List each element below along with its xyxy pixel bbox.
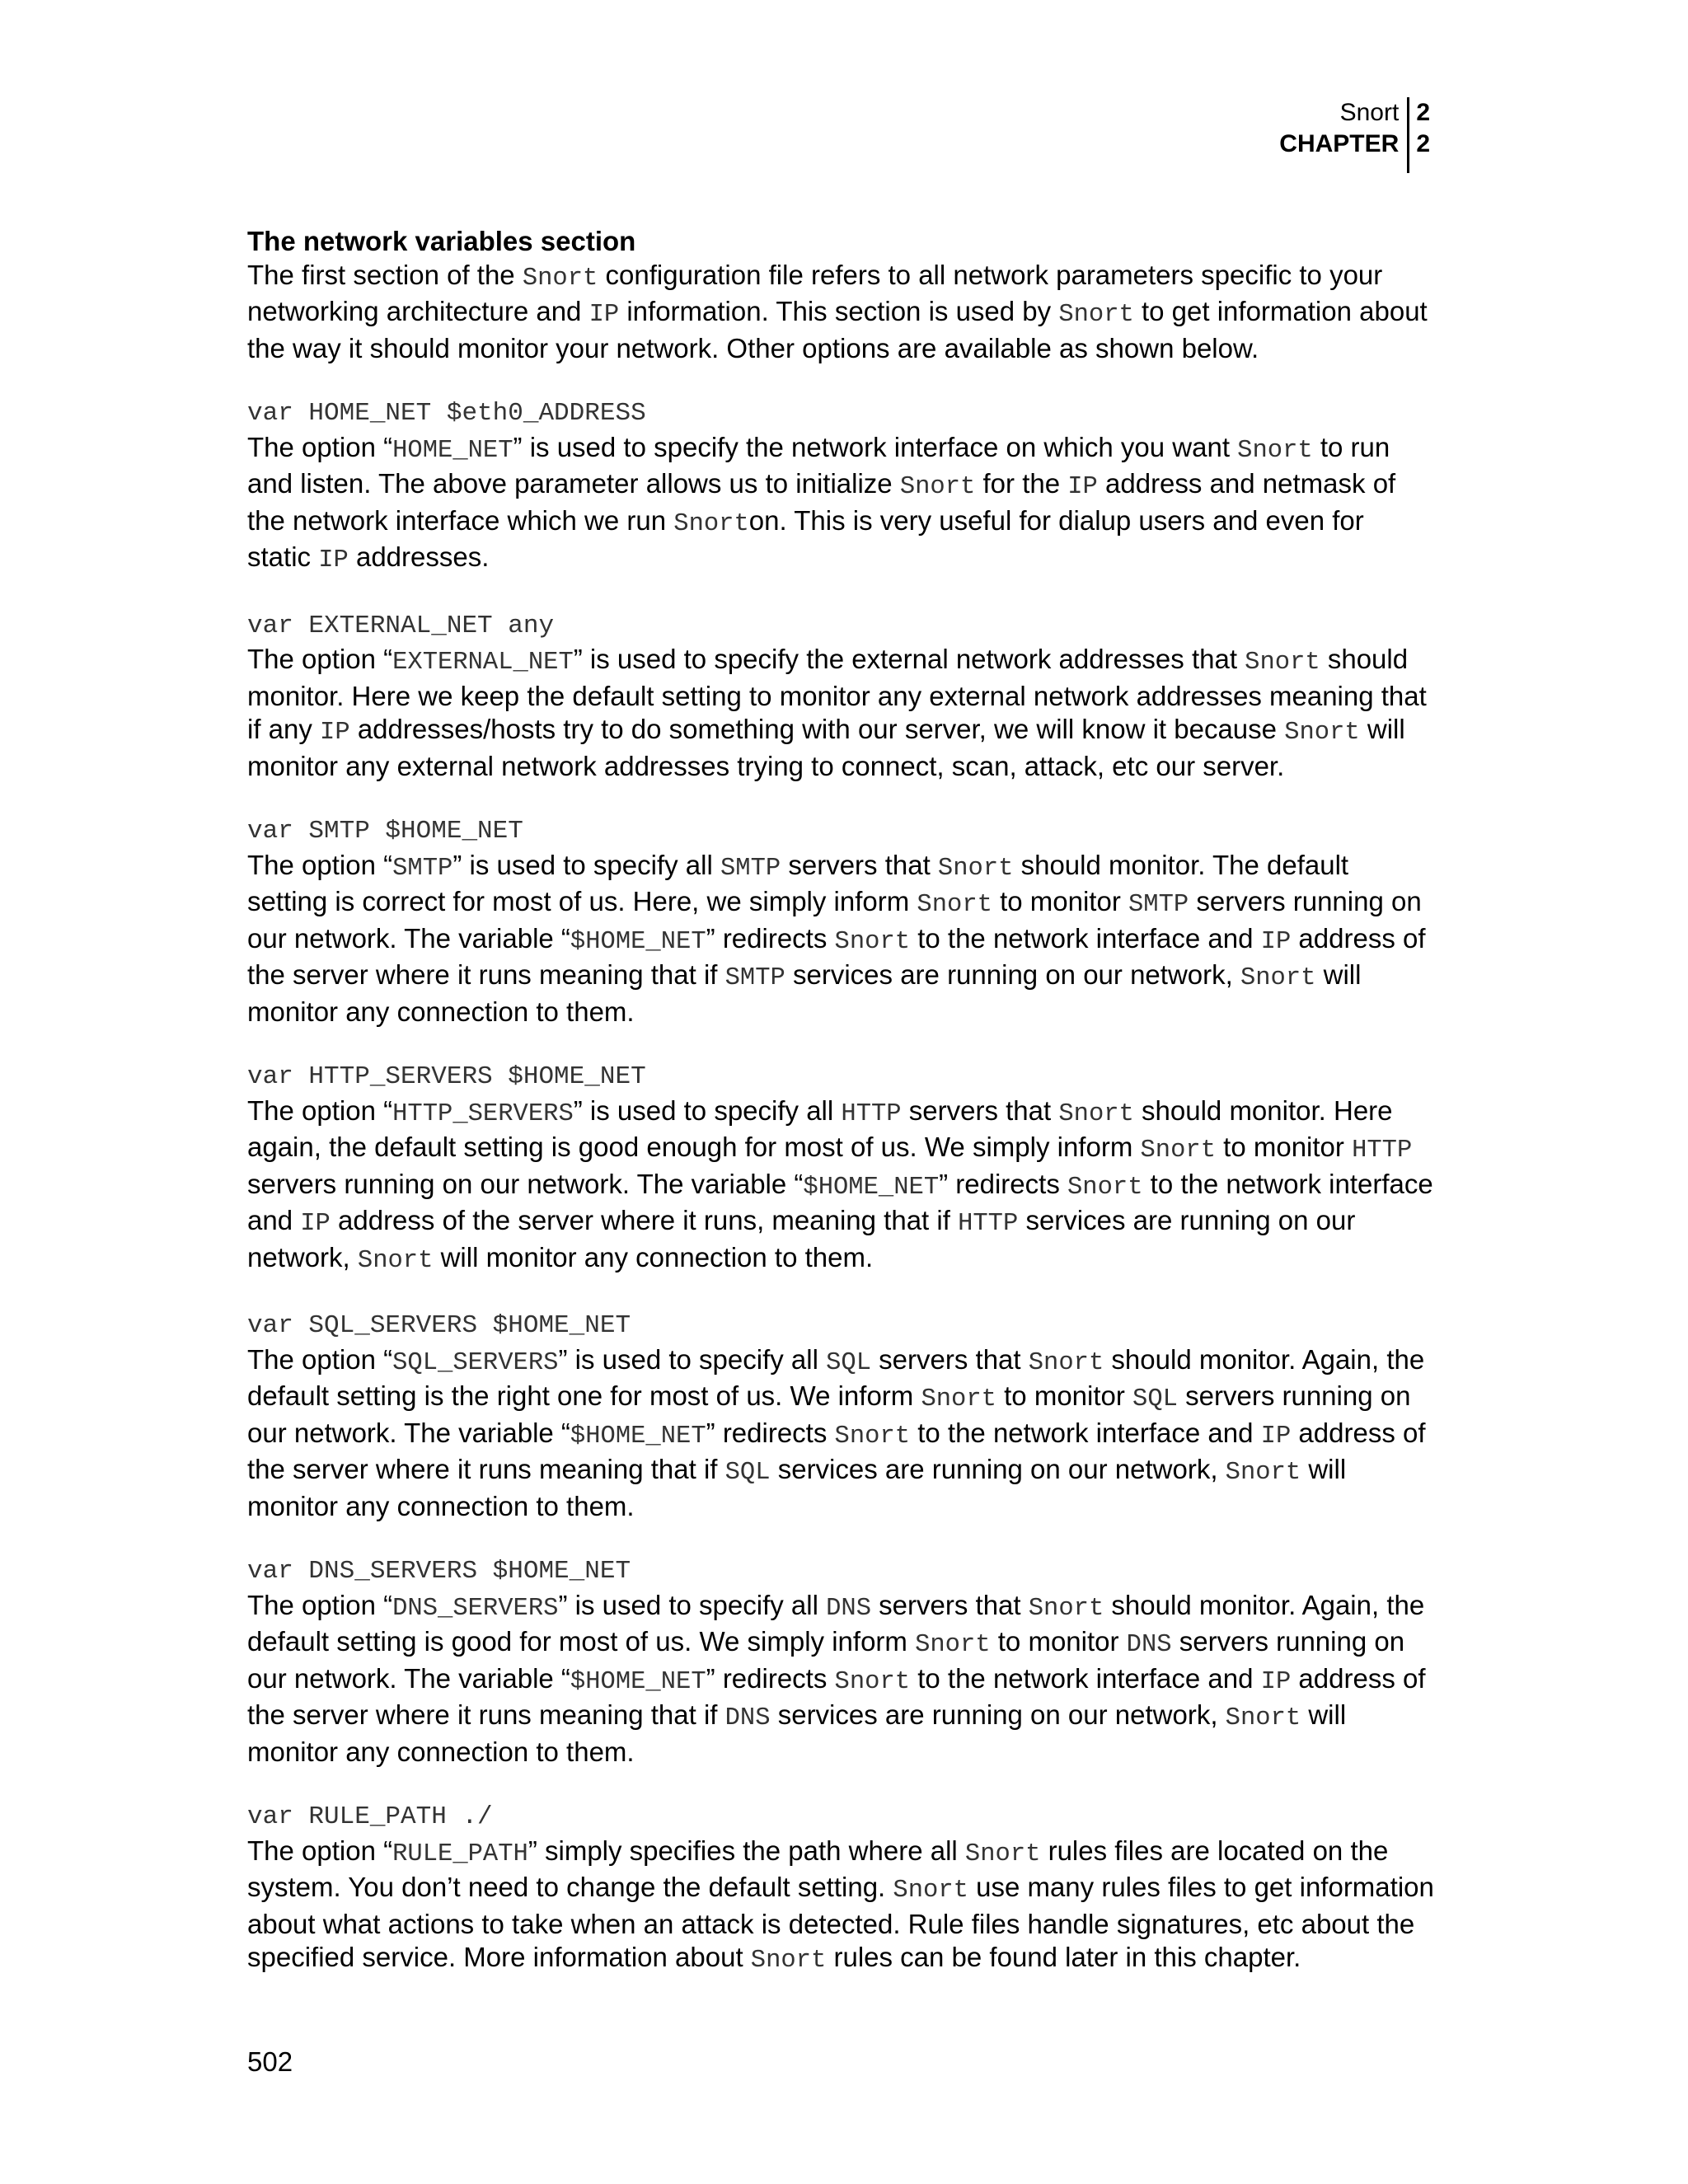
code-line-home-net: var HOME_NET $eth0_ADDRESS <box>247 399 646 428</box>
inline-code: HTTP <box>841 1099 902 1128</box>
inline-code: HTTP_SERVERS <box>392 1099 574 1128</box>
inline-code: SQL_SERVERS <box>392 1348 559 1377</box>
inline-code: Snort <box>1240 964 1316 992</box>
inline-code: IP <box>1260 1422 1292 1451</box>
page-number: 502 <box>247 2046 293 2077</box>
inline-code: Snort <box>1140 1137 1216 1165</box>
inline-code: Snort <box>1225 1459 1301 1487</box>
code-line-dns-servers: var DNS_SERVERS $HOME_NET <box>247 1557 631 1586</box>
inline-code: IP <box>300 1210 331 1238</box>
inline-code: $HOME_NET <box>803 1173 940 1202</box>
inline-code: Snort <box>937 854 1014 883</box>
intro-paragraph: The first section of the Snort configuration file refers to all network parameters specific to your networking architecture and IP information. This section is used by Snort to get information about the way it should monitor your network. Other options are available as shown below. <box>247 259 1428 363</box>
header-chapter-number-top: 2 <box>1416 99 1430 126</box>
inline-code: $HOME_NET <box>570 1422 706 1451</box>
inline-code: IP <box>320 719 350 747</box>
inline-code: Snort <box>915 1631 991 1659</box>
inline-code: Snort <box>522 264 598 293</box>
inline-code: SQL <box>826 1348 872 1377</box>
inline-code: DNS <box>826 1594 872 1623</box>
inline-code: Snort <box>673 509 749 538</box>
inline-code: IP <box>1260 1667 1292 1696</box>
inline-code: SMTP <box>720 854 781 883</box>
inline-code: $HOME_NET <box>570 927 706 956</box>
inline-code: Snort <box>750 1947 827 1975</box>
inline-code: EXTERNAL_NET <box>392 649 574 677</box>
inline-code: Snort <box>1058 1099 1134 1128</box>
inline-code: IP <box>1067 473 1098 501</box>
paragraph-external-net: The option “EXTERNAL_NET” is used to specify the external network addresses that Snort should monitor. Here we keep the default setting to monitor any external network addresses meaning that if any IP addresses/hosts try to do something with our server, we will know it because Snort will monitor any external network addresses trying to connect, scan, attack, etc our server. <box>247 644 1427 781</box>
inline-code: DNS <box>724 1704 771 1732</box>
inline-code: DNS <box>1126 1631 1172 1659</box>
paragraph-dns-servers: The option “DNS_SERVERS” is used to specify all DNS servers that Snort should monitor. Again, the default setting is good for most of us. We simply inform Snort to monitor DNS servers running on our network. The variable “$HOME_NET” redirects Snort to the network interface and IP address of the server where it runs meaning that if DNS services are running on our network, Snort will monitor any connection to them. <box>247 1589 1426 1767</box>
inline-code: Snort <box>1067 1173 1143 1202</box>
inline-code: Snort <box>1245 649 1320 677</box>
inline-code: SQL <box>1132 1385 1178 1413</box>
inline-code: HOME_NET <box>392 436 513 465</box>
inline-code: SMTP <box>724 964 785 992</box>
running-header <box>1279 97 1430 173</box>
header-chapter-label: CHAPTER <box>1279 130 1400 157</box>
inline-code: Snort <box>834 1422 911 1451</box>
code-line-rule-path: var RULE_PATH ./ <box>247 1802 493 1831</box>
inline-code: IP <box>588 301 620 329</box>
inline-code: Snort <box>834 1667 911 1696</box>
inline-code: HTTP <box>958 1210 1019 1238</box>
inline-code: Snort <box>357 1246 434 1275</box>
inline-code: SMTP <box>392 854 453 883</box>
inline-code: Snort <box>921 1385 996 1413</box>
inline-code: Snort <box>893 1877 968 1905</box>
inline-code: Snort <box>1237 436 1313 465</box>
paragraph-rule-path: The option “RULE_PATH” simply specifies the path where all Snort rules files are located on the system. You don’t need to change the default setting. Snort use many rules files to get information about what actions to take when an attack is detected. Rule files handle signatures, etc about the specified service. More information about Snort rules can be found later in this chapter. <box>247 1835 1434 1975</box>
paragraph-sql-servers: The option “SQL_SERVERS” is used to specify all SQL servers that Snort should monitor. Again, the default setting is the right one for most of us. We inform Snort to monitor SQL servers running on our network. The variable “$HOME_NET” redirects Snort to the network interface and IP address of the server where it runs meaning that if SQL services are running on our network, Snort will monitor any connection to them. <box>247 1343 1426 1521</box>
inline-code: Snort <box>1028 1348 1104 1377</box>
paragraph-smtp: The option “SMTP” is used to specify all SMTP servers that Snort should monitor. The default setting is correct for most of us. Here, we simply inform Snort to monitor SMTP servers running on our network. The variable “$HOME_NET” redirects Snort to the network interface and IP address of the server where it runs meaning that if SMTP services are running on our network, Snort will monitor any connection to them. <box>247 849 1426 1027</box>
section-title: The network variables section <box>247 226 636 256</box>
inline-code: IP <box>1260 927 1292 956</box>
code-line-smtp: var SMTP $HOME_NET <box>247 817 523 846</box>
inline-code: Snort <box>964 1840 1041 1868</box>
inline-code: Snort <box>1028 1594 1104 1623</box>
header-title: Snort <box>1339 99 1400 126</box>
inline-code: Snort <box>1284 719 1360 747</box>
inline-code: HTTP <box>1352 1137 1413 1165</box>
inline-code: Snort <box>899 473 976 501</box>
inline-code: Snort <box>834 927 911 956</box>
main-content <box>247 225 1434 1978</box>
inline-code: Snort <box>1058 301 1134 329</box>
inline-code: Snort <box>917 891 992 919</box>
paragraph-http-servers: The option “HTTP_SERVERS” is used to specify all HTTP servers that Snort should monitor. Here again, the default setting is good enough for most of us. We simply inform Snort to monitor HTTP servers running on our network. The variable “$HOME_NET” redirects Snort to the network interface and IP address of the server where it runs, meaning that if HTTP services are running on our network, Snort will monitor any connection to them. <box>247 1094 1433 1275</box>
inline-code: Snort <box>1225 1704 1301 1732</box>
inline-code: IP <box>318 546 349 574</box>
header-chapter-number-bottom: 2 <box>1416 130 1430 157</box>
inline-code: DNS_SERVERS <box>392 1594 559 1623</box>
paragraph-home-net: The option “HOME_NET” is used to specify the network interface on which you want Snort to run and listen. The above parameter allows us to initialize Snort for the IP address and netmask of the network interface which we run Snorton. This is very useful for dialup users and even for static IP addresses. <box>247 431 1396 574</box>
code-line-external-net: var EXTERNAL_NET any <box>247 611 555 640</box>
inline-code: RULE_PATH <box>392 1840 528 1868</box>
inline-code: SQL <box>724 1459 771 1487</box>
inline-code: SMTP <box>1128 891 1189 919</box>
code-line-http-servers: var HTTP_SERVERS $HOME_NET <box>247 1062 646 1091</box>
inline-code: $HOME_NET <box>570 1667 706 1696</box>
code-line-sql-servers: var SQL_SERVERS $HOME_NET <box>247 1311 631 1340</box>
